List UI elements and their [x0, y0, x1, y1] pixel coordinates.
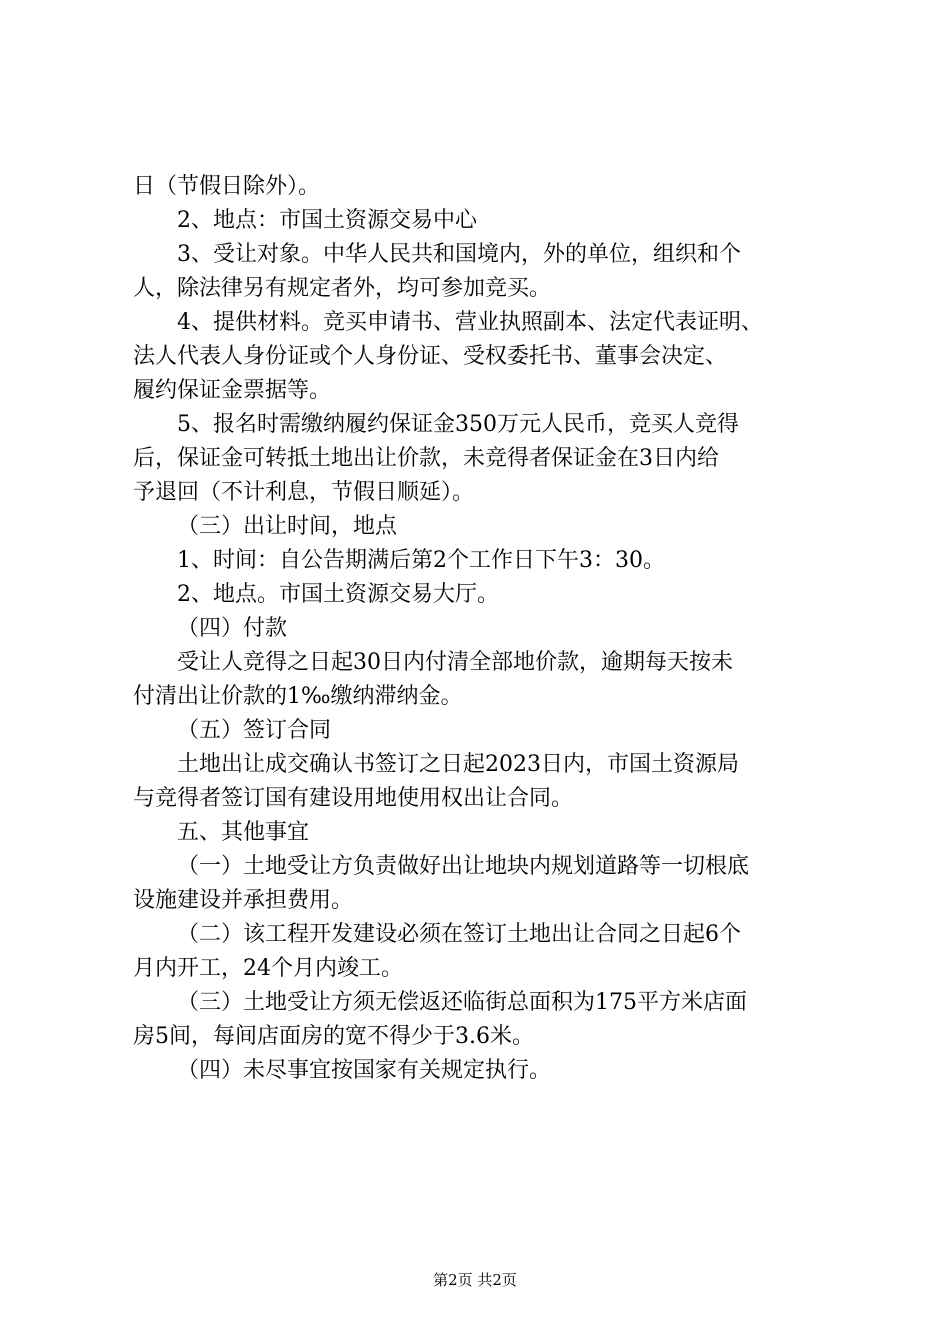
text-line: 2、地点：市国土资源交易中心 [177, 208, 477, 233]
text-line: （一）土地受让方负责做好出让地块内规划道路等一切根底 [177, 854, 750, 879]
section-heading: 五、其他事宜 [177, 820, 310, 845]
text-line: 3、受让对象。中华人民共和国境内，外的单位，组织和个 [177, 242, 741, 267]
text-line: 土地出让成交确认书签订之日起2023日内，市国土资源局 [177, 752, 739, 777]
section-heading: （五）签订合同 [177, 718, 332, 743]
text-line: 法人代表人身份证或个人身份证、受权委托书、董事会决定、 [133, 344, 728, 369]
text-line: 4、提供材料。竞买申请书、营业执照副本、法定代表证明、 [177, 310, 763, 335]
text-line: 日（节假日除外）。 [133, 174, 321, 199]
text-line: 设施建设并承担费用。 [133, 888, 354, 913]
section-heading: （三）出让时间，地点 [177, 514, 398, 539]
text-line: 受让人竞得之日起30日内付清全部地价款，逾期每天按未 [177, 650, 733, 675]
text-line: 2、地点。市国土资源交易大厅。 [177, 582, 499, 607]
text-line: 付清出让价款的1‰缴纳滞纳金。 [133, 684, 463, 709]
text-line: （三）土地受让方须无偿返还临街总面积为175平方米店面 [177, 990, 747, 1015]
text-line: 1、时间：自公告期满后第2个工作日下午3：30。 [177, 548, 665, 573]
text-line: （二）该工程开发建设必须在签订土地出让合同之日起6个 [177, 922, 741, 947]
text-line: 与竞得者签订国有建设用地使用权出让合同。 [133, 786, 574, 811]
text-line: 人，除法律另有规定者外，均可参加竞买。 [133, 276, 552, 301]
page-number: 第2页 共2页 [433, 1271, 517, 1289]
text-line: （四）未尽事宜按国家有关规定执行。 [177, 1058, 552, 1083]
text-line: 履约保证金票据等。 [133, 378, 332, 403]
text-line: 房5间，每间店面房的宽不得少于3.6米。 [133, 1024, 534, 1049]
text-line: 5、报名时需缴纳履约保证金350万元人民币，竞买人竞得 [177, 412, 739, 437]
text-line: 月内开工，24个月内竣工。 [133, 956, 403, 981]
text-line: 后，保证金可转抵土地出让价款，未竞得者保证金在3日内给 [133, 446, 719, 471]
document-body [133, 170, 833, 1088]
section-heading: （四）付款 [177, 616, 288, 641]
text-line: 予退回（不计利息，节假日顺延）。 [133, 480, 475, 505]
